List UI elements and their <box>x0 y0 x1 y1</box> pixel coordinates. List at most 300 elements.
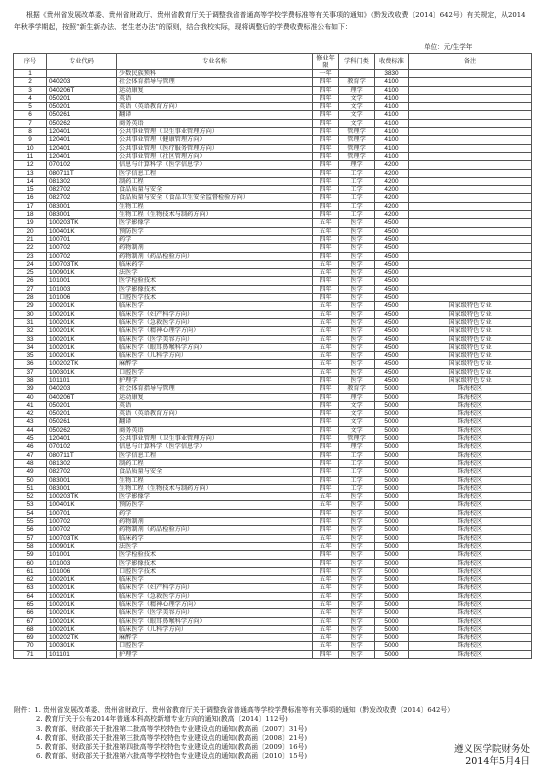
cell-fee: 5000 <box>375 634 409 642</box>
cell-category: 医学 <box>339 642 375 650</box>
cell-fee: 4100 <box>375 119 409 127</box>
cell-note <box>409 177 532 185</box>
cell-category: 医学 <box>339 285 375 293</box>
cell-code: 100201K <box>47 617 117 625</box>
cell-fee: 4200 <box>375 177 409 185</box>
cell-category: 医学 <box>339 542 375 550</box>
cell-fee: 5000 <box>375 443 409 451</box>
table-row <box>14 642 532 650</box>
cell-code: 082702 <box>47 194 117 202</box>
cell-note: 珠海校区 <box>409 542 532 550</box>
cell-years: 五年 <box>313 501 339 509</box>
cell-seq: 44 <box>14 426 47 434</box>
cell-name: 商务英语 <box>117 119 313 127</box>
cell-seq: 13 <box>14 169 47 177</box>
cell-note: 珠海校区 <box>409 459 532 467</box>
cell-note <box>409 294 532 302</box>
cell-seq: 66 <box>14 609 47 617</box>
cell-fee: 5000 <box>375 542 409 550</box>
table-row <box>14 78 532 86</box>
fee-table-body <box>14 70 532 659</box>
cell-years: 四年 <box>313 235 339 243</box>
cell-code: 083001 <box>47 211 117 219</box>
cell-seq: 14 <box>14 177 47 185</box>
cell-note: 珠海校区 <box>409 418 532 426</box>
cell-seq: 24 <box>14 260 47 268</box>
cell-code: 100201K <box>47 327 117 335</box>
cell-years: 五年 <box>313 360 339 368</box>
cell-seq: 27 <box>14 285 47 293</box>
cell-category: 医学 <box>339 260 375 268</box>
cell-years: 五年 <box>313 302 339 310</box>
cell-fee: 5000 <box>375 509 409 517</box>
cell-code: 101101 <box>47 376 117 384</box>
cell-fee: 4500 <box>375 343 409 351</box>
cell-fee: 4500 <box>375 310 409 318</box>
cell-name: 少数民族预科 <box>117 70 313 78</box>
cell-code: 120401 <box>47 144 117 152</box>
cell-years: 四年 <box>313 418 339 426</box>
cell-fee: 4500 <box>375 376 409 384</box>
cell-fee: 4500 <box>375 227 409 235</box>
cell-fee: 4500 <box>375 252 409 260</box>
cell-name: 医学检验技术 <box>117 277 313 285</box>
cell-years: 五年 <box>313 534 339 542</box>
cell-years: 四年 <box>313 194 339 202</box>
cell-seq: 41 <box>14 401 47 409</box>
cell-seq: 70 <box>14 642 47 650</box>
cell-seq: 34 <box>14 343 47 351</box>
table-row <box>14 103 532 111</box>
cell-note: 珠海校区 <box>409 435 532 443</box>
cell-code: 100703TK <box>47 534 117 542</box>
cell-years: 四年 <box>313 551 339 559</box>
cell-seq: 50 <box>14 476 47 484</box>
cell-years: 四年 <box>313 484 339 492</box>
cell-fee: 5000 <box>375 426 409 434</box>
cell-note <box>409 186 532 194</box>
cell-years: 四年 <box>313 401 339 409</box>
cell-category: 医学 <box>339 318 375 326</box>
cell-seq: 54 <box>14 509 47 517</box>
cell-fee: 5000 <box>375 484 409 492</box>
cell-category: 医学 <box>339 352 375 360</box>
cell-note: 珠海校区 <box>409 642 532 650</box>
cell-name: 护理学 <box>117 376 313 384</box>
cell-years: 四年 <box>313 128 339 136</box>
cell-fee: 5000 <box>375 601 409 609</box>
cell-name: 临床医学（眼耳鼻喉科学方向） <box>117 617 313 625</box>
table-row <box>14 269 532 277</box>
cell-category: 医学 <box>339 518 375 526</box>
cell-name: 公共事业管理（健康管理方向） <box>117 136 313 144</box>
table-row <box>14 584 532 592</box>
cell-category: 文学 <box>339 418 375 426</box>
cell-seq: 33 <box>14 335 47 343</box>
cell-name: 生物工程（生物技术与制药方向） <box>117 211 313 219</box>
cell-seq: 12 <box>14 161 47 169</box>
cell-category: 医学 <box>339 650 375 658</box>
cell-years: 五年 <box>313 493 339 501</box>
cell-note: 珠海校区 <box>409 650 532 658</box>
cell-seq: 6 <box>14 111 47 119</box>
cell-code: 082702 <box>47 186 117 194</box>
table-row <box>14 235 532 243</box>
table-row <box>14 401 532 409</box>
cell-code: 100701 <box>47 235 117 243</box>
cell-category: 管理学 <box>339 144 375 152</box>
cell-name: 公共事业管理（社区管理方向） <box>117 152 313 160</box>
cell-fee: 5000 <box>375 609 409 617</box>
cell-name: 生物工程 <box>117 476 313 484</box>
table-row <box>14 501 532 509</box>
cell-seq: 40 <box>14 393 47 401</box>
cell-category: 医学 <box>339 360 375 368</box>
header-fee: 收费标准 <box>375 54 409 70</box>
cell-code: 101006 <box>47 567 117 575</box>
cell-name: 社会体育指导与管理 <box>117 78 313 86</box>
cell-fee: 4500 <box>375 260 409 268</box>
cell-code: 050261 <box>47 418 117 426</box>
cell-fee: 4500 <box>375 302 409 310</box>
cell-seq: 60 <box>14 559 47 567</box>
cell-years: 五年 <box>313 609 339 617</box>
cell-seq: 57 <box>14 534 47 542</box>
table-row <box>14 484 532 492</box>
cell-category: 工学 <box>339 186 375 194</box>
cell-fee: 4500 <box>375 244 409 252</box>
cell-category: 医学 <box>339 625 375 633</box>
table-row <box>14 443 532 451</box>
cell-seq: 55 <box>14 518 47 526</box>
cell-category: 教育学 <box>339 385 375 393</box>
cell-name: 药学 <box>117 509 313 517</box>
cell-name: 临床医学（妇产科学方向） <box>117 310 313 318</box>
cell-note: 珠海校区 <box>409 393 532 401</box>
cell-code: 100201K <box>47 343 117 351</box>
cell-years: 五年 <box>313 542 339 550</box>
cell-years: 四年 <box>313 144 339 152</box>
cell-name: 药物制剂（药品检验方向） <box>117 526 313 534</box>
cell-category: 文学 <box>339 94 375 102</box>
cell-seq: 38 <box>14 376 47 384</box>
cell-category: 理学 <box>339 443 375 451</box>
cell-name: 法医学 <box>117 269 313 277</box>
cell-years: 五年 <box>313 318 339 326</box>
cell-years: 五年 <box>313 310 339 318</box>
cell-name: 英语（英语教育方向） <box>117 410 313 418</box>
cell-name: 临床医学（医学美容方向） <box>117 335 313 343</box>
cell-fee: 4200 <box>375 211 409 219</box>
cell-years: 五年 <box>313 625 339 633</box>
cell-seq: 46 <box>14 443 47 451</box>
cell-category: 医学 <box>339 343 375 351</box>
cell-note <box>409 161 532 169</box>
cell-fee: 4500 <box>375 352 409 360</box>
cell-seq: 23 <box>14 252 47 260</box>
cell-years: 五年 <box>313 576 339 584</box>
table-row <box>14 202 532 210</box>
cell-note <box>409 285 532 293</box>
cell-seq: 37 <box>14 368 47 376</box>
cell-years: 四年 <box>313 211 339 219</box>
table-row <box>14 111 532 119</box>
cell-note <box>409 169 532 177</box>
cell-seq: 69 <box>14 634 47 642</box>
header-name: 专业名称 <box>117 54 313 70</box>
cell-years: 四年 <box>313 459 339 467</box>
cell-note: 珠海校区 <box>409 426 532 434</box>
cell-years: 四年 <box>313 451 339 459</box>
cell-note: 国家级特色专业 <box>409 302 532 310</box>
cell-fee: 5000 <box>375 476 409 484</box>
cell-code: 101001 <box>47 551 117 559</box>
cell-name: 口腔医学 <box>117 642 313 650</box>
cell-years: 五年 <box>313 634 339 642</box>
cell-note: 珠海校区 <box>409 468 532 476</box>
header-category: 学科门类 <box>339 54 375 70</box>
cell-code: 101003 <box>47 285 117 293</box>
cell-note <box>409 144 532 152</box>
cell-category: 工学 <box>339 484 375 492</box>
cell-category: 医学 <box>339 534 375 542</box>
cell-seq: 8 <box>14 128 47 136</box>
header-code: 专业代码 <box>47 54 117 70</box>
signature-block <box>402 744 530 768</box>
cell-fee: 5000 <box>375 567 409 575</box>
cell-code: 100201K <box>47 609 117 617</box>
cell-code: 050201 <box>47 401 117 409</box>
cell-name: 公共事业管理（医疗服务管理方向） <box>117 144 313 152</box>
header-seq: 序号 <box>14 54 47 70</box>
cell-fee: 5000 <box>375 518 409 526</box>
cell-code: 101001 <box>47 277 117 285</box>
cell-note: 珠海校区 <box>409 509 532 517</box>
cell-name: 药物制剂 <box>117 244 313 252</box>
cell-note: 珠海校区 <box>409 451 532 459</box>
cell-category: 管理学 <box>339 128 375 136</box>
table-row <box>14 576 532 584</box>
cell-years: 四年 <box>313 136 339 144</box>
cell-seq: 68 <box>14 625 47 633</box>
cell-name: 口腔医学技术 <box>117 294 313 302</box>
cell-code: 050201 <box>47 410 117 418</box>
cell-name: 医学影像学 <box>117 493 313 501</box>
cell-code: 120401 <box>47 136 117 144</box>
table-row <box>14 211 532 219</box>
cell-category: 医学 <box>339 617 375 625</box>
cell-seq: 11 <box>14 152 47 160</box>
cell-name: 临床医学（妇产科学方向） <box>117 584 313 592</box>
cell-fee: 4200 <box>375 169 409 177</box>
signature-org: 遵义医学院财务处 <box>453 744 530 755</box>
cell-note <box>409 211 532 219</box>
cell-years: 四年 <box>313 152 339 160</box>
cell-fee: 5000 <box>375 468 409 476</box>
cell-seq: 28 <box>14 294 47 302</box>
cell-category: 医学 <box>339 376 375 384</box>
table-row <box>14 534 532 542</box>
cell-code: 100201K <box>47 310 117 318</box>
cell-category: 医学 <box>339 269 375 277</box>
table-row <box>14 318 532 326</box>
attachment-item: 4. 教育部、财政部关于批准第三批高等学校特色专业建设点的通知(教高函〔2008〕21号) <box>36 733 307 742</box>
cell-code: 050261 <box>47 111 117 119</box>
cell-note <box>409 70 532 78</box>
cell-note: 国家级特色专业 <box>409 368 532 376</box>
cell-code: 100901K <box>47 542 117 550</box>
cell-name: 法医学 <box>117 542 313 550</box>
table-row <box>14 302 532 310</box>
cell-note: 国家级特色专业 <box>409 310 532 318</box>
cell-fee: 5000 <box>375 642 409 650</box>
cell-category: 工学 <box>339 177 375 185</box>
cell-code: 050262 <box>47 119 117 127</box>
cell-code: 120401 <box>47 435 117 443</box>
cell-fee: 5000 <box>375 418 409 426</box>
cell-note <box>409 136 532 144</box>
cell-category: 医学 <box>339 335 375 343</box>
table-row <box>14 260 532 268</box>
cell-note <box>409 252 532 260</box>
cell-name: 麻醉学 <box>117 634 313 642</box>
cell-years: 四年 <box>313 468 339 476</box>
cell-name: 公共事业管理（卫生事业管理方向） <box>117 128 313 136</box>
cell-code: 040203 <box>47 385 117 393</box>
cell-code: 100202TK <box>47 360 117 368</box>
cell-note <box>409 194 532 202</box>
cell-category: 文学 <box>339 401 375 409</box>
cell-seq: 25 <box>14 269 47 277</box>
table-row <box>14 285 532 293</box>
cell-category: 理学 <box>339 86 375 94</box>
cell-note: 珠海校区 <box>409 551 532 559</box>
cell-category: 医学 <box>339 227 375 235</box>
cell-category: 医学 <box>339 584 375 592</box>
cell-category: 文学 <box>339 103 375 111</box>
cell-name: 口腔医学技术 <box>117 567 313 575</box>
cell-note: 国家级特色专业 <box>409 318 532 326</box>
cell-fee: 5000 <box>375 534 409 542</box>
cell-seq: 67 <box>14 617 47 625</box>
cell-category: 医学 <box>339 368 375 376</box>
cell-years: 四年 <box>313 202 339 210</box>
cell-name: 临床医学 <box>117 302 313 310</box>
cell-note: 珠海校区 <box>409 567 532 575</box>
cell-code: 100203TK <box>47 493 117 501</box>
cell-name: 医学检验技术 <box>117 551 313 559</box>
cell-seq: 21 <box>14 235 47 243</box>
cell-name: 药物制剂（药品检验方向） <box>117 252 313 260</box>
cell-years: 五年 <box>313 642 339 650</box>
cell-name: 食品质量与安全 <box>117 186 313 194</box>
table-row <box>14 227 532 235</box>
cell-name: 医学信息工程 <box>117 451 313 459</box>
cell-seq: 1 <box>14 70 47 78</box>
cell-note <box>409 260 532 268</box>
cell-seq: 15 <box>14 186 47 194</box>
cell-category: 医学 <box>339 252 375 260</box>
cell-category: 医学 <box>339 277 375 285</box>
cell-note <box>409 269 532 277</box>
cell-category: 工学 <box>339 211 375 219</box>
cell-years: 五年 <box>313 352 339 360</box>
intro-paragraph: 根据《贵州省发展改革委、贵州省财政厅、贵州省教育厅关于调整我省普通高等学校学费标准等有关事项的通知》（黔发改收费〔2014〕642号）有关规定，从2014年秋季学期起，按照“新生新办法、老生老办法”的原则，结合我校实际，现将调整后的学费收费标准公布如下： <box>14 10 526 31</box>
cell-years: 四年 <box>313 252 339 260</box>
fee-table <box>13 53 532 659</box>
cell-fee: 5000 <box>375 592 409 600</box>
cell-fee: 5000 <box>375 401 409 409</box>
cell-code: 083001 <box>47 484 117 492</box>
cell-years: 五年 <box>313 260 339 268</box>
cell-name: 临床医学（精神心理学方向） <box>117 601 313 609</box>
table-row <box>14 617 532 625</box>
cell-code: 040206T <box>47 86 117 94</box>
cell-category: 医学 <box>339 634 375 642</box>
cell-note: 珠海校区 <box>409 476 532 484</box>
cell-years: 四年 <box>313 119 339 127</box>
cell-category: 医学 <box>339 609 375 617</box>
table-row <box>14 625 532 633</box>
cell-note: 珠海校区 <box>409 592 532 600</box>
cell-years: 四年 <box>313 94 339 102</box>
cell-years: 五年 <box>313 327 339 335</box>
cell-code: 080711T <box>47 169 117 177</box>
cell-note: 国家级特色专业 <box>409 376 532 384</box>
cell-seq: 61 <box>14 567 47 575</box>
unit-label: 单位：元/生学年 <box>424 43 473 51</box>
cell-years: 四年 <box>313 376 339 384</box>
cell-seq: 17 <box>14 202 47 210</box>
cell-name: 口腔医学 <box>117 368 313 376</box>
cell-years: 五年 <box>313 269 339 277</box>
cell-years: 四年 <box>313 476 339 484</box>
cell-code: 100702 <box>47 518 117 526</box>
cell-code: 101101 <box>47 650 117 658</box>
table-row <box>14 144 532 152</box>
cell-years: 四年 <box>313 426 339 434</box>
cell-note: 珠海校区 <box>409 559 532 567</box>
cell-category: 医学 <box>339 576 375 584</box>
table-row <box>14 609 532 617</box>
cell-seq: 31 <box>14 318 47 326</box>
cell-fee: 5000 <box>375 385 409 393</box>
cell-category: 工学 <box>339 476 375 484</box>
cell-years: 四年 <box>313 294 339 302</box>
cell-note: 珠海校区 <box>409 634 532 642</box>
cell-note: 珠海校区 <box>409 493 532 501</box>
cell-code: 100202TK <box>47 634 117 642</box>
cell-seq: 9 <box>14 136 47 144</box>
cell-category: 理学 <box>339 161 375 169</box>
cell-name: 英语 <box>117 94 313 102</box>
cell-note <box>409 119 532 127</box>
table-row <box>14 410 532 418</box>
cell-fee: 5000 <box>375 493 409 501</box>
cell-name: 药学 <box>117 235 313 243</box>
cell-seq: 22 <box>14 244 47 252</box>
cell-years: 四年 <box>313 559 339 567</box>
cell-fee: 5000 <box>375 435 409 443</box>
cell-years: 四年 <box>313 161 339 169</box>
table-row <box>14 310 532 318</box>
cell-code: 100201K <box>47 625 117 633</box>
cell-code: 100201K <box>47 302 117 310</box>
cell-seq: 48 <box>14 459 47 467</box>
cell-code: 100201K <box>47 592 117 600</box>
cell-name: 食品质量与安全 <box>117 468 313 476</box>
cell-note: 珠海校区 <box>409 625 532 633</box>
